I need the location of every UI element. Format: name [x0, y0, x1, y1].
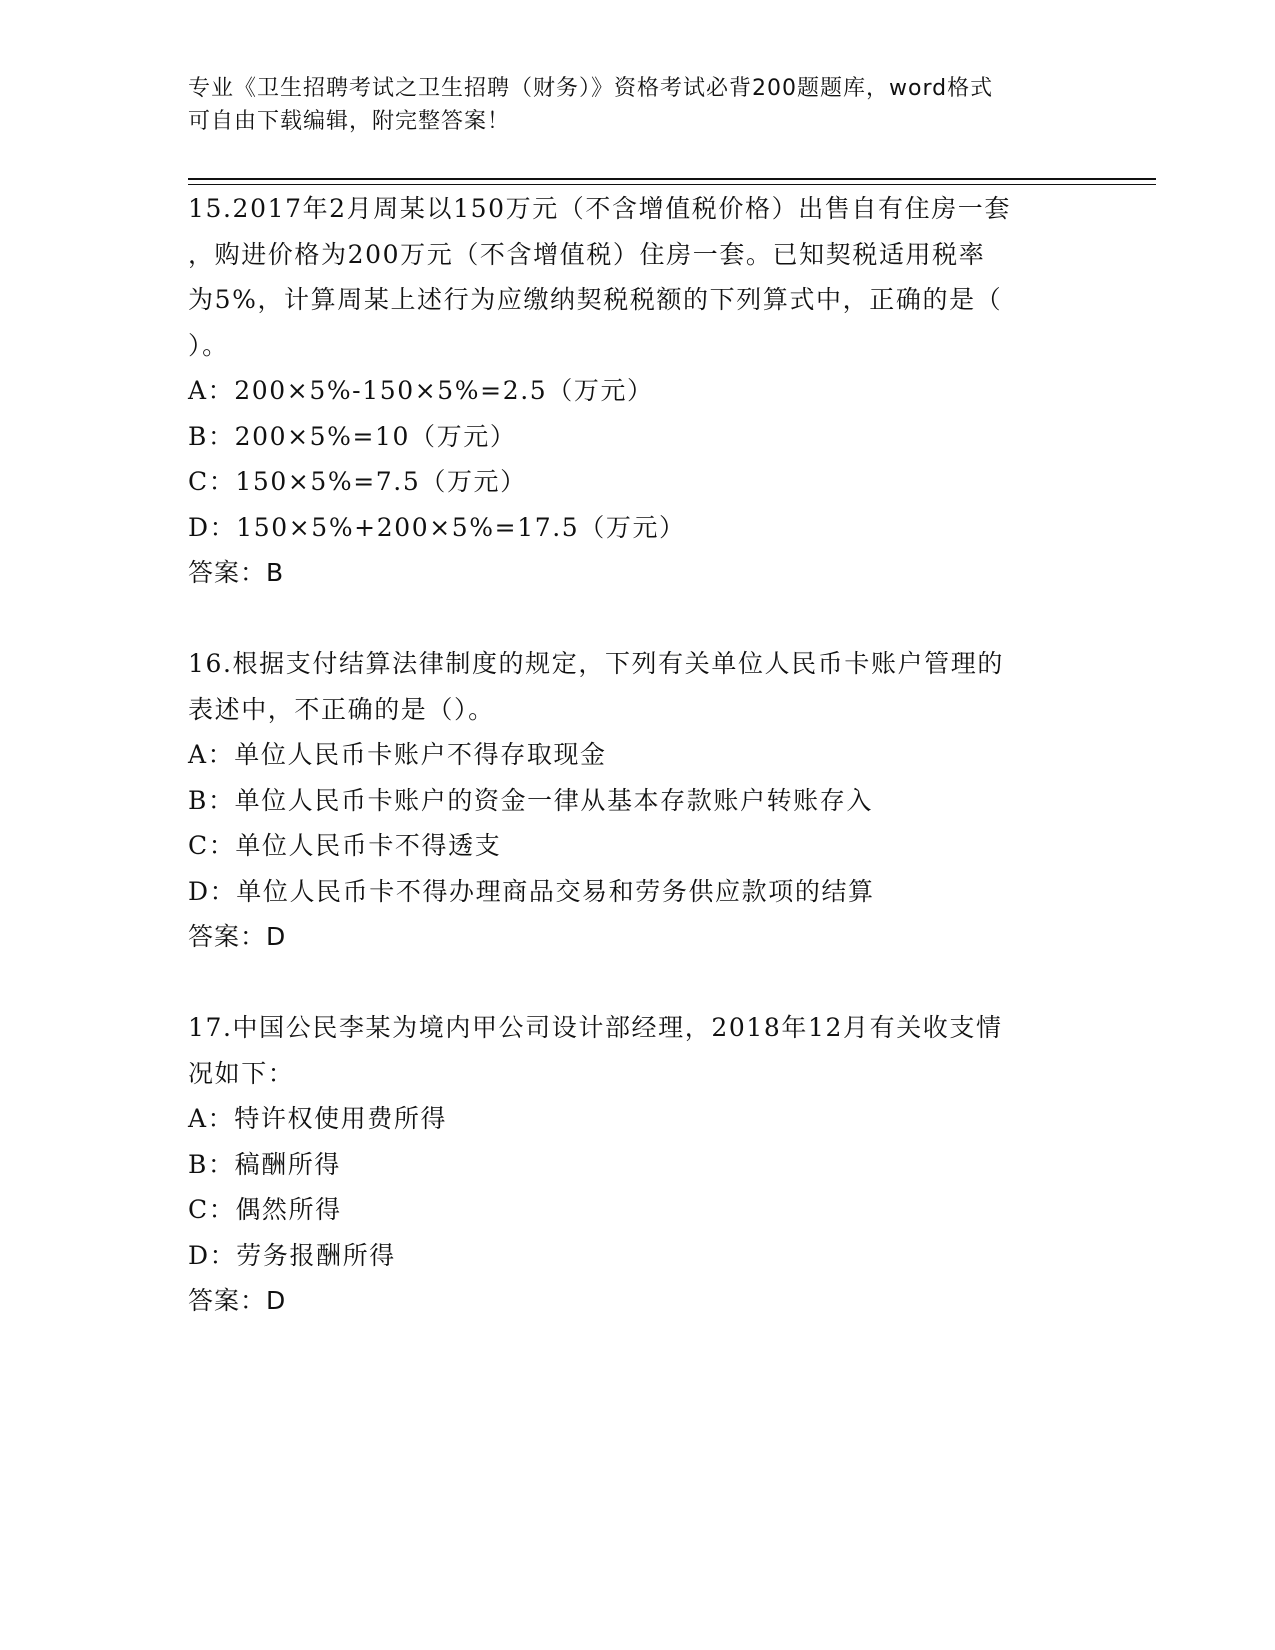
- option-a: A：单位人民币卡账户不得存取现金: [188, 740, 607, 769]
- question-spacer: [188, 596, 1088, 642]
- question-text-line: 16.根据支付结算法律制度的规定，下列有关单位人民币卡账户管理的: [188, 649, 1004, 678]
- option-d: D：150×5%+200×5%=17.5（万元）: [188, 512, 686, 542]
- document-header: [188, 72, 1088, 138]
- option-c: C：单位人民币卡不得透支: [188, 831, 502, 860]
- option-d: D：劳务报酬所得: [188, 1240, 396, 1270]
- header-line-2: 可自由下载编辑，附完整答案！: [188, 109, 511, 134]
- question-text-line: 15.2017年2月周某以150万元（不含增值税价格）出售自有住房一套: [188, 194, 1012, 223]
- answer-text: 答案：D: [188, 922, 287, 951]
- header-line-1: 专业《卫生招聘考试之卫生招聘（财务）》资格考试必背200题题库，word格式: [188, 76, 994, 101]
- question-15: [188, 186, 1088, 596]
- answer-text: 答案：D: [188, 1286, 287, 1315]
- question-text-line: 为5%，计算周某上述行为应缴纳契税税额的下列算式中，正确的是（: [188, 285, 1003, 314]
- option-a: A：200×5%-150×5%=2.5（万元）: [188, 376, 654, 405]
- option-d: D：单位人民币卡不得办理商品交易和劳务供应款项的结算: [188, 876, 875, 906]
- question-17: [188, 1005, 1088, 1324]
- header-divider-thick: [188, 178, 1156, 180]
- header-divider-thin: [188, 184, 1156, 185]
- answer-text: 答案：B: [188, 558, 285, 587]
- question-text-line: 17.中国公民李某为境内甲公司设计部经理，2018年12月有关收支情: [188, 1013, 1003, 1042]
- option-c: C：偶然所得: [188, 1195, 342, 1224]
- option-c: C：150×5%=7.5（万元）: [188, 467, 527, 496]
- option-b: B：200×5%=10（万元）: [188, 421, 517, 451]
- option-b: B：稿酬所得: [188, 1149, 341, 1179]
- option-a: A：特许权使用费所得: [188, 1104, 448, 1133]
- question-text-line: ）。: [188, 330, 229, 360]
- question-16: [188, 641, 1088, 960]
- option-b: B：单位人民币卡账户的资金一律从基本存款账户转账存入: [188, 785, 873, 815]
- question-list: [188, 186, 1088, 1324]
- question-text-line: 况如下：: [188, 1058, 295, 1088]
- question-spacer: [188, 960, 1088, 1006]
- question-text-line: ，购进价格为200万元（不含增值税）住房一套。已知契税适用税率: [188, 239, 986, 269]
- question-text-line: 表述中，不正确的是（）。: [188, 694, 495, 724]
